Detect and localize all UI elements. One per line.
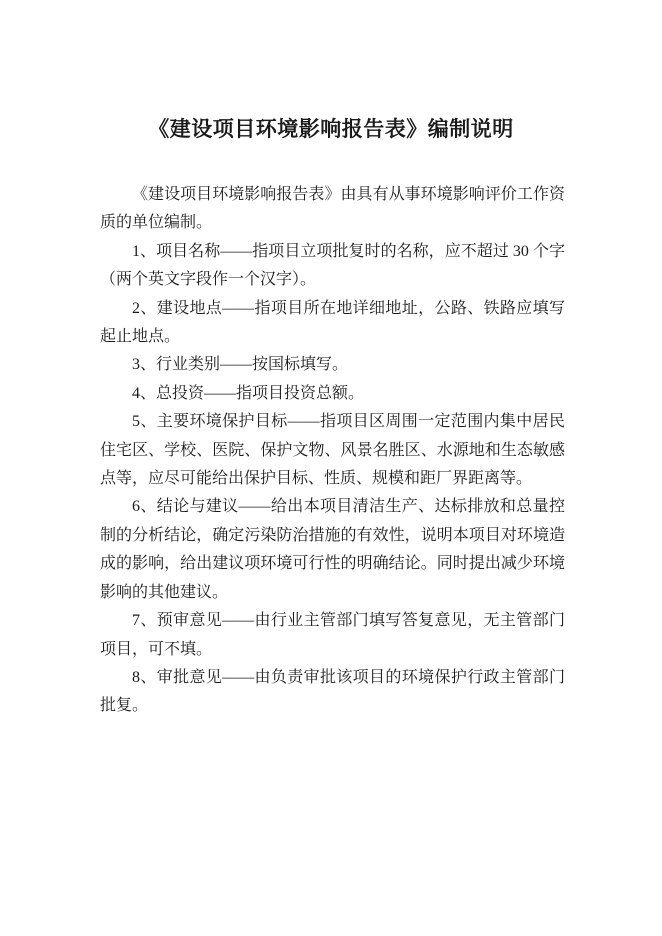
- paragraph-item-8: 8、审批意见——由负责审批该项目的环境保护行政主管部门批复。: [100, 668, 565, 715]
- paragraph-item-7: 7、预审意见——由行业主管部门填写答复意见，无主管部门项目，可不填。: [100, 612, 565, 658]
- document-body: [100, 181, 565, 721]
- paragraph-item-4: 4、总投资——指项目投资总额。: [132, 384, 365, 402]
- paragraph-item-3: 3、行业类别——按国标填写。: [132, 356, 349, 374]
- paragraph-item-2: 2、建设地点——指项目所在地详细地址，公路、铁路应填写起止地点。: [100, 299, 565, 346]
- paragraph-item-6: 6、结论与建议——给出本项目清洁生产、达标排放和总量控制的分析结论，确定污染防治措施的有效性，说明本项目对环境造成的影响，给出建议项环境可行性的明确结论。同时提出减少环境影响的其他建议。: [100, 498, 565, 601]
- paragraph-intro: 《建设项目环境影响报告表》由具有从事环境影响评价工作资质的单位编制。: [100, 186, 565, 232]
- paragraph-item-1: 1、项目名称——指项目立项批复时的名称，应不超过 30 个字（两个英文字段作一个汉字）。: [100, 242, 565, 289]
- paragraph-item-5: 5、主要环境保护目标——指项目区周围一定范围内集中居民住宅区、学校、医院、保护文物、风景名胜区、水源地和生态敏感点等，应尽可能给出保护目标、性质、规模和距厂界距离等。: [100, 413, 565, 488]
- document-title: 《建设项目环境影响报告表》编制说明: [148, 118, 514, 141]
